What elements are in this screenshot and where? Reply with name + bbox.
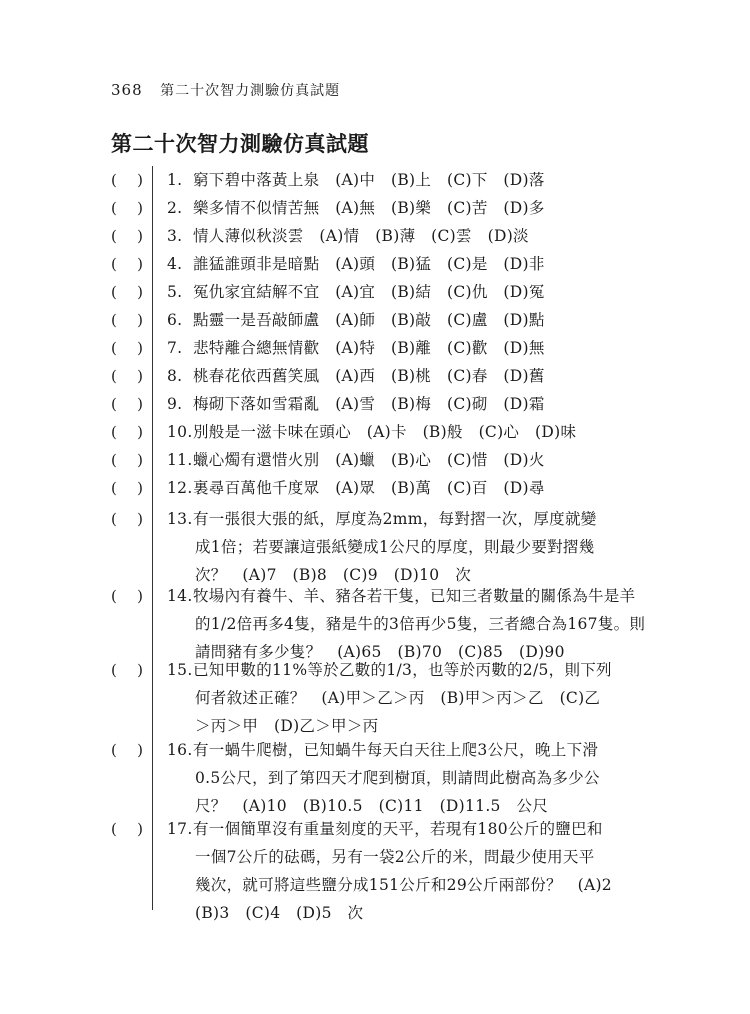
answer-blank[interactable] <box>111 474 143 502</box>
question-number: 9. <box>167 395 183 413</box>
paren-open: ( <box>111 741 117 759</box>
question-line <box>167 533 647 561</box>
question-text <box>167 278 647 306</box>
question-line <box>167 222 647 250</box>
question-text <box>167 656 647 740</box>
paren-close: ) <box>137 171 143 189</box>
paren-open: ( <box>111 820 117 838</box>
question-line-text: 已知甲數的11%等於乙數的1/3，也等於丙數的2/5，則下列 <box>193 661 612 679</box>
paren-open: ( <box>111 199 117 217</box>
question-line-text: 的1/2倍再多4隻，豬是牛的3倍再少5隻，三者總合為167隻。則 <box>195 615 646 633</box>
paren-close: ) <box>137 283 143 301</box>
question-line <box>167 278 647 306</box>
question-line-text: 有一個簡單沒有重量刻度的天平，若現有180公斤的鹽巴和 <box>193 820 603 838</box>
question-line-text: 請問豬有多少隻？ (A)65 (B)70 (C)85 (D)90 <box>195 643 565 661</box>
question-line <box>167 684 647 712</box>
paren-close: ) <box>137 227 143 245</box>
question-text <box>167 362 647 390</box>
paren-close: ) <box>137 367 143 385</box>
question-line <box>167 418 647 446</box>
paren-close: ) <box>137 510 143 528</box>
question-line-text: 一個7公斤的砝碼，另有一袋2公斤的米，問最少使用天平 <box>195 848 595 866</box>
question-line <box>167 505 647 533</box>
answer-blank[interactable] <box>111 656 143 684</box>
question-line <box>167 334 647 362</box>
paren-open: ( <box>111 283 117 301</box>
question-number: 14. <box>167 587 193 605</box>
question-line <box>167 582 647 610</box>
question-text <box>167 736 647 820</box>
question-line <box>167 736 647 764</box>
paren-close: ) <box>137 820 143 838</box>
answer-blank[interactable] <box>111 418 143 446</box>
question-text <box>167 250 647 278</box>
question-number: 5. <box>167 283 183 301</box>
question-number: 3. <box>167 227 183 245</box>
question-line <box>167 446 647 474</box>
question-line <box>167 362 647 390</box>
question-line-text: 情人薄似秋淡雲 (A)情 (B)薄 (C)雲 (D)淡 <box>193 227 529 245</box>
vertical-rule <box>152 166 153 910</box>
question-line-text: (B)3 (C)4 (D)5 次 <box>195 904 364 922</box>
paren-open: ( <box>111 311 117 329</box>
answer-blank[interactable] <box>111 582 143 610</box>
paren-open: ( <box>111 395 117 413</box>
running-title: 第二十次智力測驗仿真試題 <box>160 83 341 99</box>
question-number: 12. <box>167 479 193 497</box>
paren-open: ( <box>111 451 117 469</box>
question-text <box>167 334 647 362</box>
paren-open: ( <box>111 255 117 273</box>
paren-open: ( <box>111 227 117 245</box>
question-text <box>167 815 647 927</box>
question-line <box>167 610 647 638</box>
paren-close: ) <box>137 339 143 357</box>
question-line-text: 何者敘述正確？ (A)甲＞乙＞丙 (B)甲＞丙＞乙 (C)乙 <box>195 689 601 707</box>
question-line <box>167 166 647 194</box>
paren-close: ) <box>137 199 143 217</box>
paren-open: ( <box>111 171 117 189</box>
question-line-text: 別般是一滋卡味在頭心 (A)卡 (B)般 (C)心 (D)味 <box>193 423 577 441</box>
answer-blank[interactable] <box>111 222 143 250</box>
question-number: 11. <box>167 451 193 469</box>
question-line-text: 梅砌下落如雪霜亂 (A)雪 (B)梅 (C)砌 (D)霜 <box>193 395 545 413</box>
question-text <box>167 418 647 446</box>
answer-blank[interactable] <box>111 334 143 362</box>
question-number: 2. <box>167 199 183 217</box>
question-text <box>167 446 647 474</box>
paren-open: ( <box>111 587 117 605</box>
question-line-text: 成1倍；若要讓這張紙變成1公尺的厚度，則最少要對摺幾 <box>195 538 595 556</box>
question-number: 1. <box>167 171 183 189</box>
question-line <box>167 250 647 278</box>
question-number: 7. <box>167 339 183 357</box>
question-line-text: 有一張很大張的紙，厚度為2mm，每對摺一次，厚度就變 <box>193 510 597 528</box>
question-line-text: 裏尋百萬他千度眾 (A)眾 (B)萬 (C)百 (D)尋 <box>193 479 545 497</box>
paren-open: ( <box>111 423 117 441</box>
question-text <box>167 582 647 666</box>
question-text <box>167 505 647 589</box>
paren-close: ) <box>137 451 143 469</box>
question-line <box>167 871 647 899</box>
answer-blank[interactable] <box>111 166 143 194</box>
answer-blank[interactable] <box>111 505 143 533</box>
question-text <box>167 194 647 222</box>
answer-blank[interactable] <box>111 306 143 334</box>
question-number: 16. <box>167 741 193 759</box>
paren-close: ) <box>137 479 143 497</box>
question-text <box>167 222 647 250</box>
paren-open: ( <box>111 479 117 497</box>
answer-blank[interactable] <box>111 446 143 474</box>
question-number: 17. <box>167 820 193 838</box>
question-number: 8. <box>167 367 183 385</box>
question-line-text: 0.5公尺，到了第四天才爬到樹頂，則請問此樹高為多少公 <box>195 769 600 787</box>
question-line-text: 悲特離合總無情歡 (A)特 (B)離 (C)歡 (D)無 <box>193 339 545 357</box>
question-text <box>167 166 647 194</box>
question-number: 10. <box>167 423 193 441</box>
answer-blank[interactable] <box>111 278 143 306</box>
question-line <box>167 843 647 871</box>
question-line-text: 樂多情不似情苦無 (A)無 (B)樂 (C)苦 (D)多 <box>193 199 545 217</box>
question-text <box>167 390 647 418</box>
question-number: 6. <box>167 311 183 329</box>
question-line <box>167 306 647 334</box>
question-line-text: 尺？ (A)10 (B)10.5 (C)11 (D)11.5 公尺 <box>195 797 549 815</box>
question-line <box>167 656 647 684</box>
paren-close: ) <box>137 255 143 273</box>
question-line <box>167 899 647 927</box>
question-line-text: 蠟心燭有還惜火別 (A)蠟 (B)心 (C)惜 (D)火 <box>193 451 545 469</box>
answer-blank[interactable] <box>111 362 143 390</box>
question-line <box>167 764 647 792</box>
answer-blank[interactable] <box>111 250 143 278</box>
question-line <box>167 474 647 502</box>
question-line-text: ＞丙＞甲 (D)乙＞甲＞丙 <box>195 717 379 735</box>
question-line-text: 有一蝸牛爬樹，已知蝸牛每天白天往上爬3公尺，晚上下滑 <box>193 741 599 759</box>
paren-close: ) <box>137 661 143 679</box>
answer-blank[interactable] <box>111 390 143 418</box>
paren-close: ) <box>137 423 143 441</box>
answer-blank[interactable] <box>111 736 143 764</box>
question-number: 4. <box>167 255 183 273</box>
question-line-text: 點靈一是吾敲師盧 (A)師 (B)敲 (C)盧 (D)點 <box>193 311 545 329</box>
question-text <box>167 306 647 334</box>
paren-open: ( <box>111 339 117 357</box>
answer-blank[interactable] <box>111 815 143 843</box>
paren-close: ) <box>137 587 143 605</box>
question-number: 13. <box>167 510 193 528</box>
question-line-text: 牧場內有養牛、羊、豬各若干隻，已知三者數量的關係為牛是羊 <box>193 587 636 605</box>
question-line-text: 桃春花依西舊笑風 (A)西 (B)桃 (C)春 (D)舊 <box>193 367 545 385</box>
page-number: 368 <box>111 81 143 99</box>
section-title: 第二十次智力測驗仿真試題 <box>111 132 369 156</box>
question-line-text: 窮下碧中落黃上泉 (A)中 (B)上 (C)下 (D)落 <box>193 171 545 189</box>
question-line <box>167 194 647 222</box>
question-line-text: 次？ (A)7 (B)8 (C)9 (D)10 次 <box>195 566 472 584</box>
paren-close: ) <box>137 741 143 759</box>
question-number: 15. <box>167 661 193 679</box>
paren-open: ( <box>111 661 117 679</box>
paren-open: ( <box>111 367 117 385</box>
answer-blank[interactable] <box>111 194 143 222</box>
running-head <box>111 80 340 100</box>
question-line-text: 幾次，就可將這些鹽分成151公斤和29公斤兩部份？ (A)2 <box>195 876 612 894</box>
question-line <box>167 815 647 843</box>
question-line-text: 冤仇家宜結解不宜 (A)宜 (B)結 (C)仇 (D)冤 <box>193 283 545 301</box>
paren-close: ) <box>137 311 143 329</box>
question-line <box>167 390 647 418</box>
paren-close: ) <box>137 395 143 413</box>
question-text <box>167 474 647 502</box>
paren-open: ( <box>111 510 117 528</box>
question-line-text: 誰猛誰頭非是暗點 (A)頭 (B)猛 (C)是 (D)非 <box>193 255 545 273</box>
